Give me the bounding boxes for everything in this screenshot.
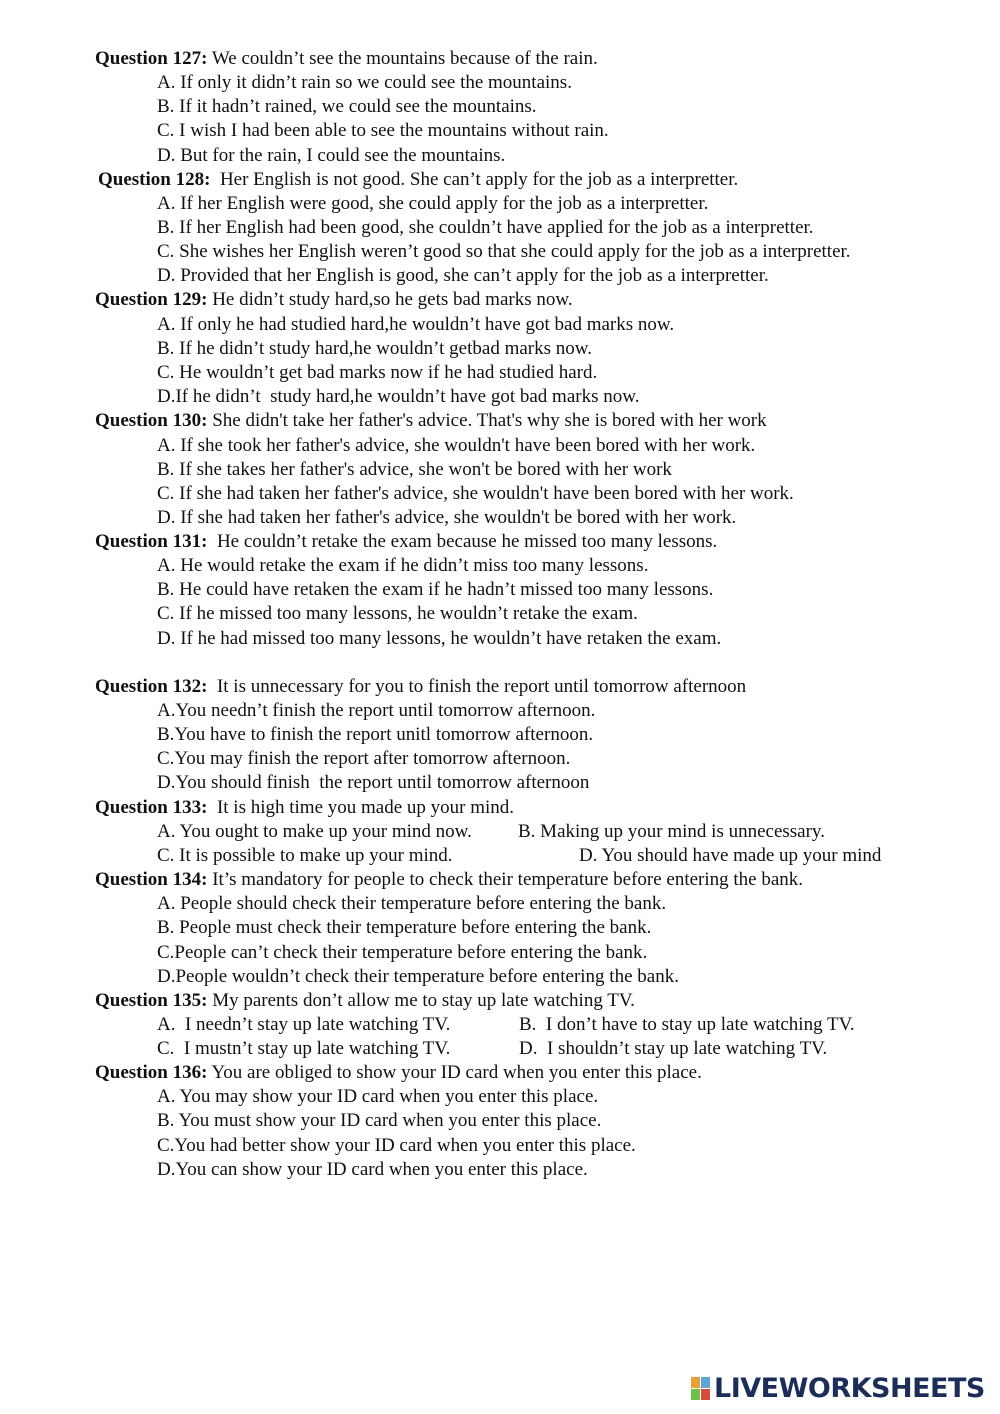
liveworksheets-logo-icon <box>691 1377 711 1401</box>
option-a: A. If she took her father's advice, she wouldn't have been bored with her work. <box>157 435 756 456</box>
question-label: Question 134: <box>95 869 208 890</box>
option-a: A. If only it didn’t rain so we could see the mountains. <box>157 72 572 93</box>
option-c: C. If she had taken her father's advice, she wouldn't have been bored with her work. <box>157 483 794 504</box>
option-a: A.You needn’t finish the report until tomorrow afternoon. <box>157 700 596 721</box>
question-stem: Her English is not good. She can’t apply for the job as a interpretter. <box>210 169 739 190</box>
option-c: C. I mustn’t stay up late watching TV. <box>157 1038 451 1059</box>
question-stem: You are obliged to show your ID card when you enter this place. <box>207 1062 702 1083</box>
option-b: B. If her English had been good, she couldn’t have applied for the job as a interpretter. <box>157 217 814 238</box>
option-c: C. He wouldn’t get bad marks now if he had studied hard. <box>157 362 598 383</box>
option-d: D. I shouldn’t stay up late watching TV. <box>519 1038 828 1059</box>
question-130 <box>95 409 767 433</box>
question-136 <box>95 1061 702 1085</box>
option-b: B. You must show your ID card when you enter this place. <box>157 1110 602 1131</box>
question-stem: He didn’t study hard,so he gets bad marks now. <box>207 289 573 310</box>
question-stem: My parents don’t allow me to stay up late watching TV. <box>207 990 635 1011</box>
option-a: A. He would retake the exam if he didn’t miss too many lessons. <box>157 555 649 576</box>
question-135 <box>95 989 635 1013</box>
option-row-ab <box>157 820 937 844</box>
option-b: B. If he didn’t study hard,he wouldn’t getbad marks now. <box>157 338 592 359</box>
question-label: Question 132: <box>95 676 208 697</box>
option-c: C. If he missed too many lessons, he wouldn’t retake the exam. <box>157 603 638 624</box>
liveworksheets-logo[interactable] <box>691 1375 985 1403</box>
option-b: B. I don’t have to stay up late watching TV. <box>519 1014 855 1035</box>
option-a: A. You ought to make up your mind now. <box>157 821 472 842</box>
option-a: A. I needn’t stay up late watching TV. <box>157 1014 451 1035</box>
question-133 <box>95 796 514 820</box>
question-label: Question 128: <box>98 169 211 190</box>
option-d: D.People wouldn’t check their temperature before entering the bank. <box>157 966 679 987</box>
option-d: D. If she had taken her father's advice, she wouldn't be bored with her work. <box>157 507 737 528</box>
option-a: A. You may show your ID card when you enter this place. <box>157 1086 599 1107</box>
question-stem: It’s mandatory for people to check their temperature before entering the bank. <box>207 869 804 890</box>
question-label: Question 130: <box>95 410 208 431</box>
question-128 <box>98 168 738 192</box>
option-d: D. You should have made up your mind <box>579 845 882 866</box>
option-b: B. He could have retaken the exam if he hadn’t missed too many lessons. <box>157 579 714 600</box>
question-label: Question 131: <box>95 531 208 552</box>
question-stem: It is unnecessary for you to finish the report until tomorrow afternoon <box>207 676 747 697</box>
question-stem: She didn't take her father's advice. That's why she is bored with her work <box>207 410 767 431</box>
question-127 <box>95 47 598 71</box>
question-129 <box>95 288 573 312</box>
option-a: A. If only he had studied hard,he wouldn’t have got bad marks now. <box>157 314 675 335</box>
option-d: D.If he didn’t study hard,he wouldn’t have got bad marks now. <box>157 386 640 407</box>
question-131 <box>95 530 717 554</box>
option-d: D. Provided that her English is good, she can’t apply for the job as a interpretter. <box>157 265 769 286</box>
question-134 <box>95 868 803 892</box>
option-d: D.You can show your ID card when you enter this place. <box>157 1159 588 1180</box>
option-b: B. People must check their temperature before entering the bank. <box>157 917 652 938</box>
option-a: A. If her English were good, she could apply for the job as a interpretter. <box>157 193 709 214</box>
option-d: D. If he had missed too many lessons, he wouldn’t have retaken the exam. <box>157 628 722 649</box>
option-b: B. If it hadn’t rained, we could see the mountains. <box>157 96 537 117</box>
option-c: C. I wish I had been able to see the mountains without rain. <box>157 120 609 141</box>
option-b: B. Making up your mind is unnecessary. <box>518 821 825 842</box>
option-b: B. If she takes her father's advice, she won't be bored with her work <box>157 459 672 480</box>
question-label: Question 133: <box>95 797 208 818</box>
question-stem: He couldn’t retake the exam because he missed too many lessons. <box>207 531 718 552</box>
option-c: C. It is possible to make up your mind. <box>157 845 453 866</box>
option-row-ab <box>157 1013 937 1037</box>
option-c: C.You had better show your ID card when you enter this place. <box>157 1135 636 1156</box>
question-stem: We couldn’t see the mountains because of the rain. <box>207 48 598 69</box>
option-d: D. But for the rain, I could see the mountains. <box>157 145 506 166</box>
option-row-cd <box>157 1037 937 1061</box>
question-132 <box>95 675 746 699</box>
question-label: Question 127: <box>95 48 208 69</box>
question-label: Question 129: <box>95 289 208 310</box>
question-label: Question 135: <box>95 990 208 1011</box>
question-stem: It is high time you made up your mind. <box>207 797 515 818</box>
logo-text: LIVEWORKSHEETS <box>714 1373 985 1404</box>
option-c: C.People can’t check their temperature before entering the bank. <box>157 942 648 963</box>
option-c: C.You may finish the report after tomorrow afternoon. <box>157 748 571 769</box>
option-c: C. She wishes her English weren’t good so that she could apply for the job as a interpretter. <box>157 241 851 262</box>
option-b: B.You have to finish the report unitl tomorrow afternoon. <box>157 724 594 745</box>
question-label: Question 136: <box>95 1062 208 1083</box>
option-row-cd <box>157 844 937 868</box>
option-d: D.You should finish the report until tomorrow afternoon <box>157 772 590 793</box>
option-a: A. People should check their temperature before entering the bank. <box>157 893 667 914</box>
